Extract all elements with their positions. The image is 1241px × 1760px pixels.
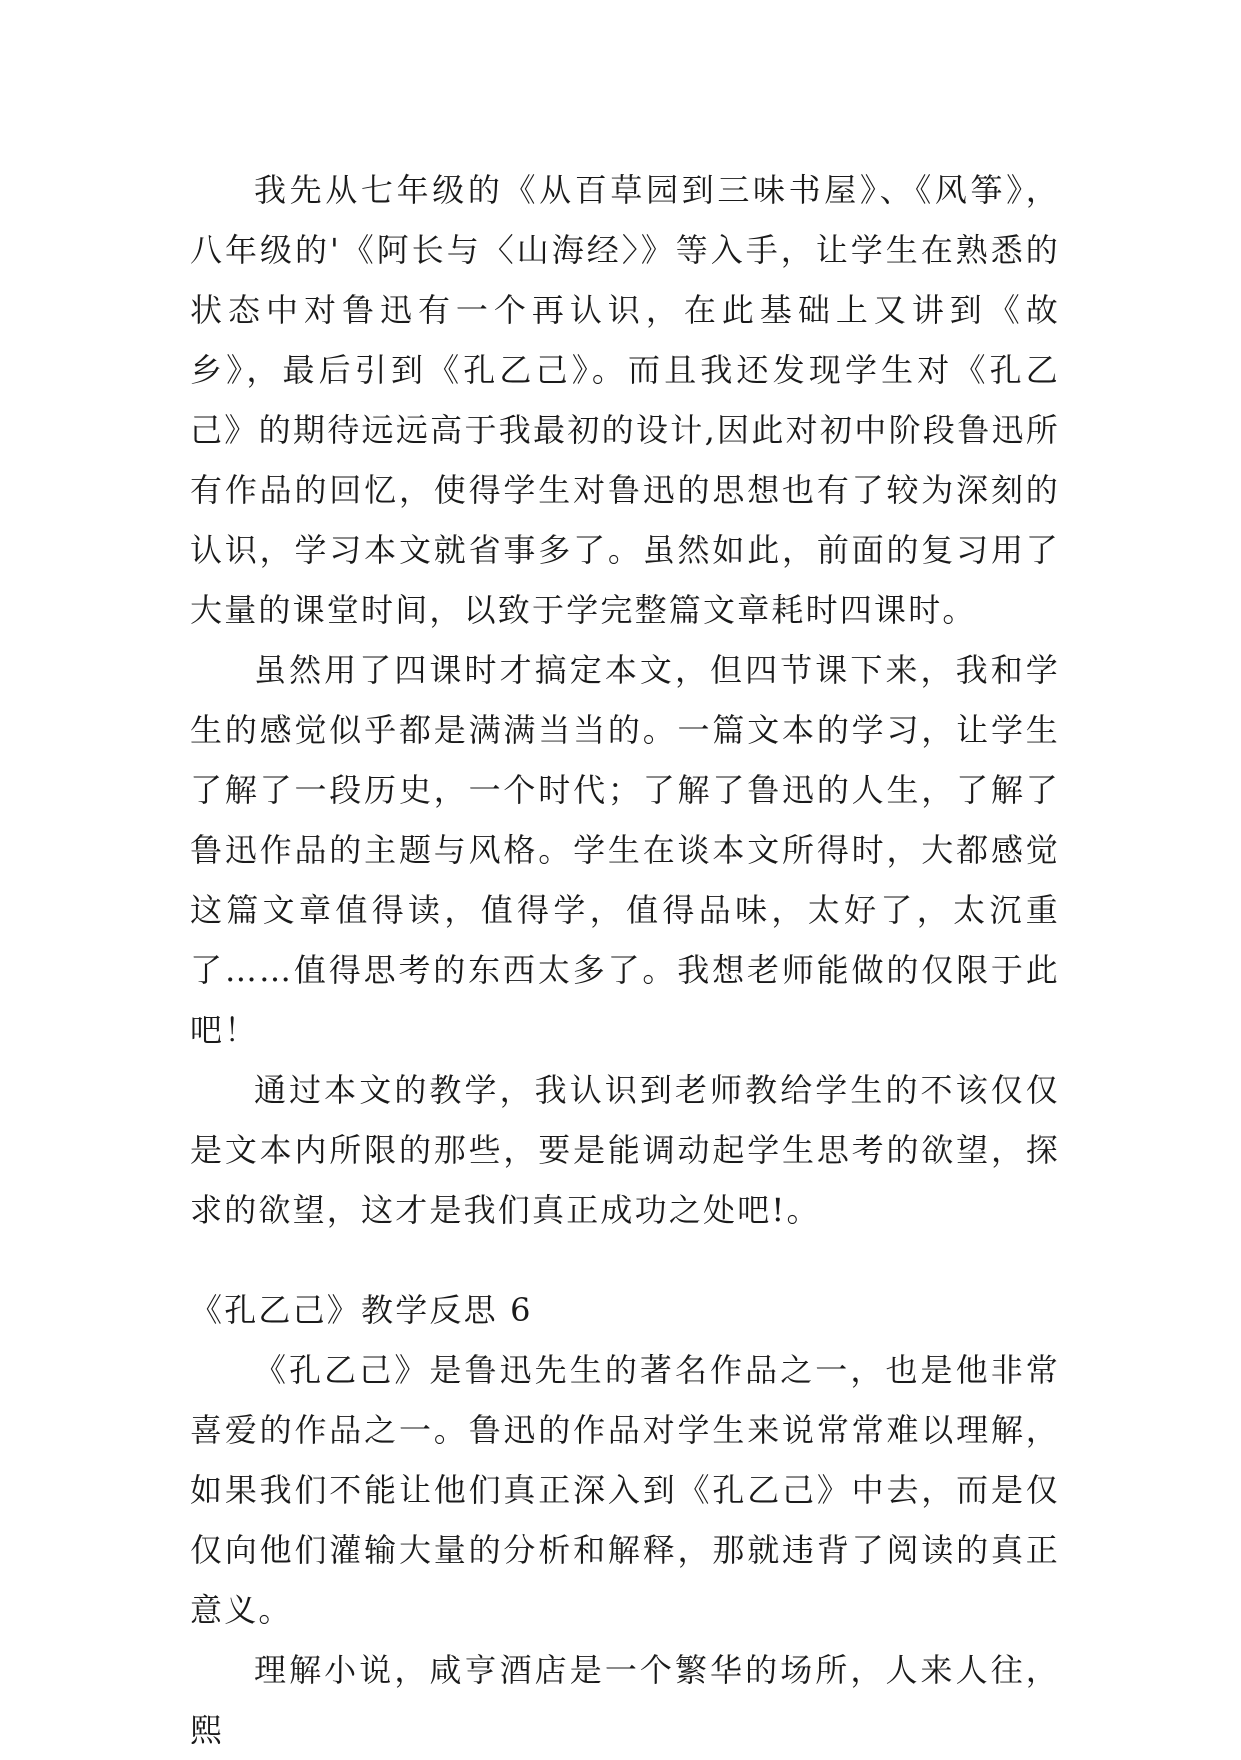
paragraph: 通过本文的教学，我认识到老师教给学生的不该仅仅是文本内所限的那些，要是能调动起学生思考的欲望，探求的欲望，这才是我们真正成功之处吧!。 — [190, 1071, 1060, 1229]
section-heading: 《孔乙己》教学反思 6 — [190, 1291, 533, 1329]
paragraph: 我先从七年级的《从百草园到三味书屋》、《风筝》，八年级的'《阿长与〈山海经〉》等入手，让学生在熟悉的状态中对鲁迅有一个再认识，在此基础上又讲到《故乡》，最后引到《孔乙己》。而且我还发现学生对《孔乙己》的期待远远高于我最初的设计,因此对初中阶段鲁迅所有作品的回忆，使得学生对鲁迅的思想也有了较为深刻的认识，学习本文就省事多了。虽然如此，前面的复习用了大量的课堂时间，以致于学完整篇文章耗时四课时。 — [190, 171, 1060, 629]
document-body — [190, 160, 1060, 1760]
paragraph: 虽然用了四课时才搞定本文，但四节课下来，我和学生的感觉似乎都是满满当当的。一篇文本的学习，让学生了解了一段历史，一个时代；了解了鲁迅的人生，了解了鲁迅作品的主题与风格。学生在谈本文所得时，大都感觉这篇文章值得读，值得学，值得品味，太好了，太沉重了……值得思考的东西太多了。我想老师能做的仅限于此吧！ — [190, 651, 1060, 1049]
paragraph: 理解小说，咸亨酒店是一个繁华的场所，人来人往，熙 — [190, 1651, 1060, 1749]
paragraph: 《孔乙己》是鲁迅先生的著名作品之一，也是他非常喜爱的作品之一。鲁迅的作品对学生来说常常难以理解，如果我们不能让他们真正深入到《孔乙己》中去，而是仅仅向他们灌输大量的分析和解释，那就违背了阅读的真正意义。 — [190, 1351, 1060, 1629]
